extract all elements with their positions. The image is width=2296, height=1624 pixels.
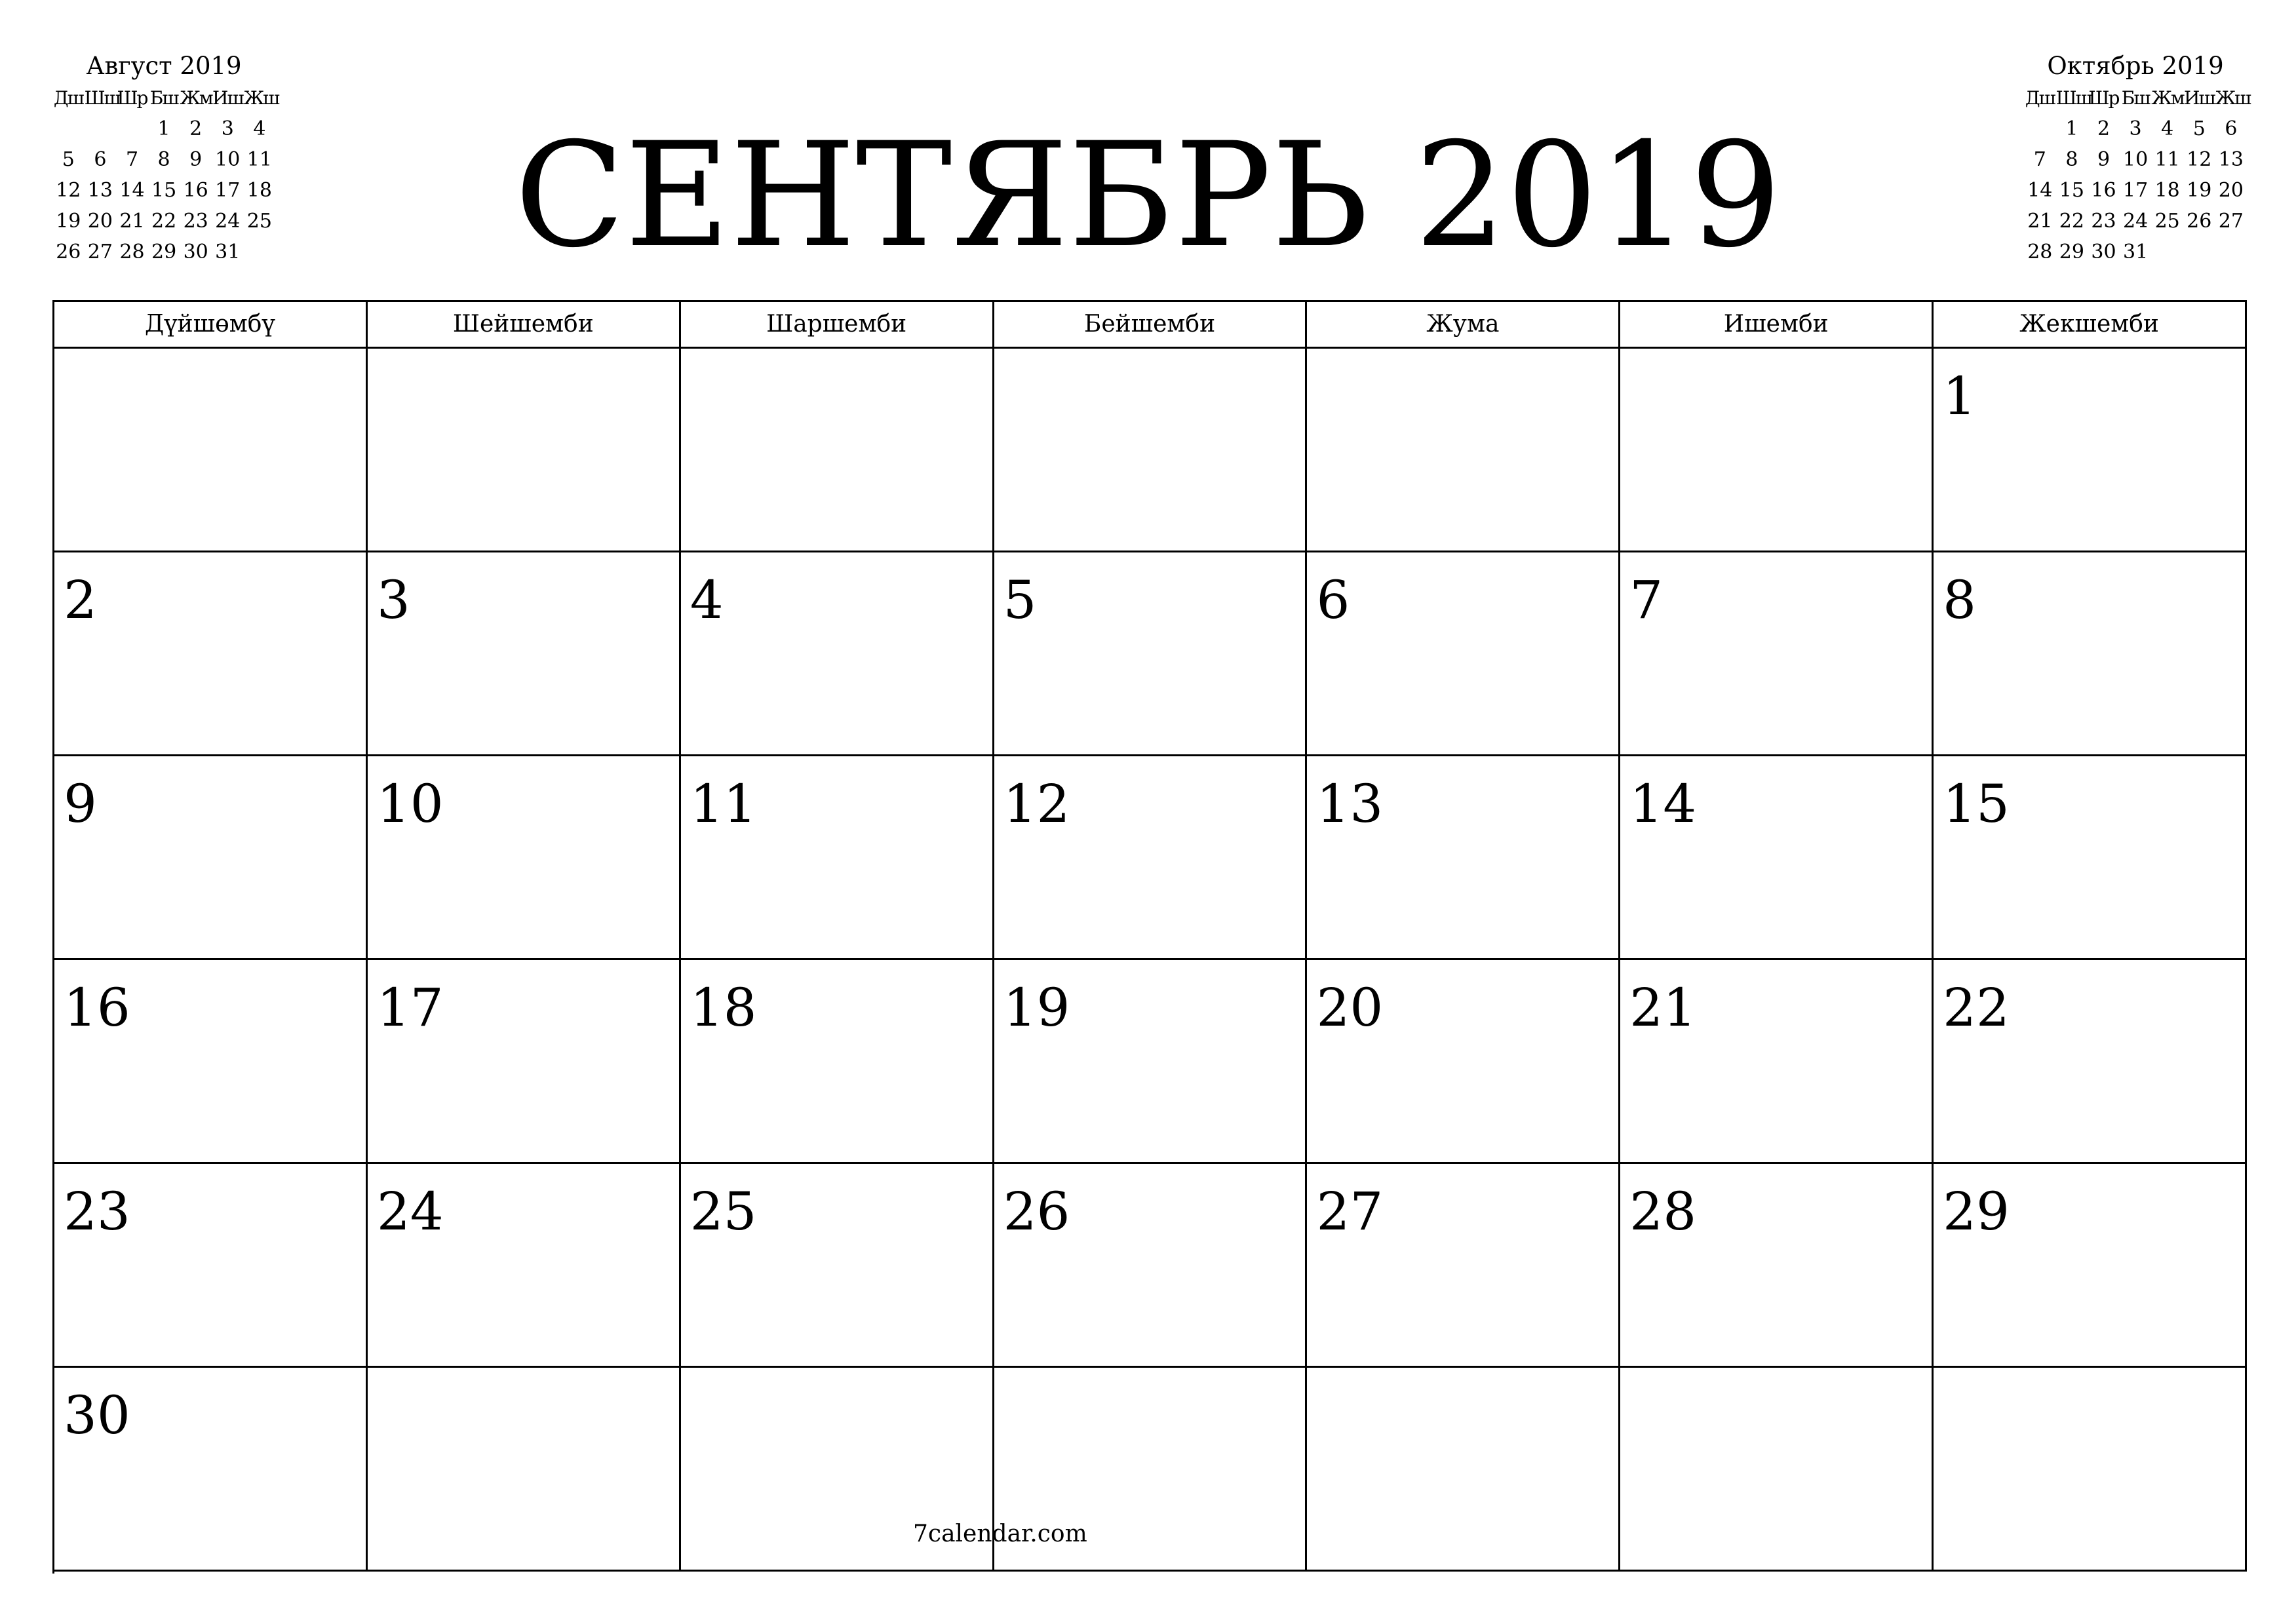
mini-weekday: Бш: [149, 87, 178, 109]
day-cell: [368, 1368, 681, 1572]
day-number: 3: [376, 570, 410, 630]
day-number: 11: [690, 773, 757, 834]
mini-day: 3: [2129, 117, 2142, 140]
day-number: 8: [1943, 570, 1977, 630]
mini-day: 14: [2027, 179, 2053, 202]
day-cell: [1620, 1368, 1934, 1572]
mini-day: 27: [2218, 210, 2244, 233]
mini-day: 7: [2033, 148, 2046, 171]
weekday-header-row: [54, 302, 2247, 349]
day-number: 12: [1003, 773, 1070, 834]
mini-day: 1: [2065, 117, 2078, 140]
day-cell: [1620, 756, 1934, 960]
mini-day: 4: [2161, 117, 2174, 140]
day-cell: [54, 552, 368, 756]
mini-day: 19: [56, 210, 81, 233]
mini-day: 31: [2122, 241, 2149, 263]
mini-day: 23: [2091, 210, 2116, 233]
day-cell: [368, 349, 681, 552]
day-cell: [681, 349, 994, 552]
mini-day: 4: [253, 117, 266, 140]
day-cell: [994, 756, 1308, 960]
day-number: 6: [1316, 570, 1350, 630]
mini-day: 25: [2154, 210, 2180, 233]
day-cell: [368, 756, 681, 960]
mini-day: 2: [189, 117, 203, 140]
day-cell: [1307, 1368, 1620, 1572]
weekday-header: Ишемби: [1620, 302, 1934, 349]
mini-weekday: Дш: [2025, 87, 2055, 109]
mini-day: 28: [119, 241, 145, 263]
day-cell: [1934, 349, 2247, 552]
mini-weekday: Шш: [84, 87, 120, 109]
mini-day: 29: [151, 241, 177, 263]
day-cell: [1934, 756, 2247, 960]
mini-day: 17: [2122, 179, 2149, 202]
day-cell: [994, 1164, 1308, 1368]
week-row: [54, 1164, 2247, 1368]
mini-day: 9: [2097, 148, 2111, 171]
day-number: 17: [376, 977, 444, 1038]
mini-day: 20: [87, 210, 113, 233]
mini-day: 6: [2225, 117, 2238, 140]
day-cell: [368, 960, 681, 1164]
day-cell: [1307, 960, 1620, 1164]
mini-day: 9: [189, 148, 203, 171]
mini-weekday: Жм: [2151, 87, 2184, 109]
day-number: 15: [1943, 773, 2010, 834]
day-number: 28: [1629, 1181, 1697, 1242]
week-row: [54, 1368, 2247, 1572]
day-number: 9: [64, 773, 97, 834]
weekday-header: Шаршемби: [681, 302, 994, 349]
mini-day: 20: [2218, 179, 2244, 202]
day-number: 16: [64, 977, 130, 1038]
mini-day: 25: [246, 210, 272, 233]
mini-day: 3: [221, 117, 234, 140]
day-number: 21: [1629, 977, 1697, 1038]
mini-day: 16: [2091, 179, 2116, 202]
mini-day: 11: [2154, 148, 2180, 171]
mini-day: 17: [215, 179, 241, 202]
day-cell: [1620, 1164, 1934, 1368]
mini-day: 16: [183, 179, 208, 202]
week-row: [54, 756, 2247, 960]
day-cell: [994, 552, 1308, 756]
mini-day: 13: [2218, 148, 2244, 171]
mini-day: 6: [94, 148, 107, 171]
mini-day: 29: [2059, 241, 2084, 263]
mini-day: 27: [87, 241, 113, 263]
mini-day: 18: [2154, 179, 2180, 202]
day-number: 4: [690, 570, 724, 630]
weekday-header: Жекшемби: [1934, 302, 2247, 349]
day-cell: [54, 349, 368, 552]
day-cell: [54, 960, 368, 1164]
mini-day: 21: [2027, 210, 2053, 233]
mini-weekday: Жш: [2215, 87, 2251, 109]
mini-day: 22: [151, 210, 177, 233]
day-cell: [54, 1368, 368, 1572]
mini-weekday: Иш: [2184, 87, 2215, 109]
mini-weekday: Шр: [117, 87, 147, 109]
day-cell: [681, 552, 994, 756]
day-number: 13: [1316, 773, 1384, 834]
mini-day: 5: [2192, 117, 2206, 140]
day-cell: [681, 1164, 994, 1368]
day-cell: [994, 960, 1308, 1164]
mini-calendar-prev-title: Август 2019: [86, 52, 242, 80]
mini-day: 10: [2122, 148, 2149, 171]
mini-day: 30: [183, 241, 208, 263]
mini-day: 24: [2122, 210, 2149, 233]
day-number: 24: [376, 1181, 444, 1242]
mini-weekday: Шш: [2055, 87, 2092, 109]
day-cell: [54, 756, 368, 960]
week-row: [54, 349, 2247, 552]
mini-day: 22: [2059, 210, 2084, 233]
day-cell: [1307, 756, 1620, 960]
day-number: 27: [1316, 1181, 1384, 1242]
mini-day: 23: [183, 210, 208, 233]
mini-day: 18: [246, 179, 272, 202]
week-row: [54, 960, 2247, 1164]
day-number: 18: [690, 977, 757, 1038]
weekday-header: Жума: [1307, 302, 1620, 349]
mini-day: 12: [2187, 148, 2212, 171]
mini-weekday: Бш: [2121, 87, 2150, 109]
mini-weekday: Дш: [53, 87, 83, 109]
day-number: 19: [1003, 977, 1070, 1038]
mini-day: 15: [151, 179, 177, 202]
day-cell: [1620, 960, 1934, 1164]
mini-day: 5: [62, 148, 75, 171]
mini-day: 11: [246, 148, 272, 171]
day-number: 20: [1316, 977, 1384, 1038]
mini-day: 7: [125, 148, 139, 171]
day-cell: [681, 756, 994, 960]
mini-day: 1: [157, 117, 170, 140]
mini-day: 24: [215, 210, 241, 233]
mini-day: 8: [157, 148, 170, 171]
day-cell: [1620, 552, 1934, 756]
mini-day: 26: [2187, 210, 2212, 233]
day-cell: [54, 1164, 368, 1368]
mini-calendar-next-title: Октябрь 2019: [2047, 52, 2224, 80]
mini-day: 14: [119, 179, 145, 202]
day-number: 26: [1003, 1181, 1070, 1242]
day-cell: [1934, 1368, 2247, 1572]
month-grid: [52, 300, 2247, 1574]
day-number: 23: [64, 1181, 130, 1242]
mini-day: 8: [2065, 148, 2078, 171]
day-cell: [994, 349, 1308, 552]
mini-day: 13: [87, 179, 113, 202]
mini-day: 15: [2059, 179, 2084, 202]
mini-day: 26: [56, 241, 81, 263]
mini-weekday: Шр: [2088, 87, 2119, 109]
mini-weekday: Иш: [212, 87, 243, 109]
weekday-header: Бейшемби: [994, 302, 1308, 349]
day-cell: [368, 1164, 681, 1368]
day-cell: [368, 552, 681, 756]
day-number: 30: [64, 1385, 130, 1446]
day-cell: [1307, 349, 1620, 552]
page-title: СЕНТЯБРЬ 2019: [515, 111, 1781, 279]
day-cell: [1307, 552, 1620, 756]
day-cell: [1934, 552, 2247, 756]
day-number: 7: [1629, 570, 1664, 630]
week-row: [54, 552, 2247, 756]
day-cell: [1934, 1164, 2247, 1368]
day-number: 1: [1943, 366, 1977, 427]
day-cell: [1620, 349, 1934, 552]
mini-weekday: Жш: [243, 87, 279, 109]
mini-day: 19: [2187, 179, 2212, 202]
mini-day: 21: [119, 210, 145, 233]
day-number: 5: [1003, 570, 1037, 630]
mini-day: 31: [215, 241, 241, 263]
mini-day: 2: [2097, 117, 2111, 140]
week-rows: [54, 349, 2247, 1572]
mini-weekday: Жм: [180, 87, 212, 109]
mini-day: 28: [2027, 241, 2053, 263]
day-number: 14: [1629, 773, 1697, 834]
day-cell: [1934, 960, 2247, 1164]
day-cell: [1307, 1164, 1620, 1368]
mini-day: 10: [215, 148, 241, 171]
mini-day: 30: [2091, 241, 2116, 263]
day-number: 10: [376, 773, 444, 834]
mini-day: 12: [56, 179, 81, 202]
site-watermark: 7calendar.com: [913, 1520, 1087, 1547]
day-number: 25: [690, 1181, 757, 1242]
day-number: 22: [1943, 977, 2010, 1038]
day-number: 2: [64, 570, 97, 630]
weekday-header: Шейшемби: [368, 302, 681, 349]
weekday-header: Дүйшөмбү: [54, 302, 368, 349]
day-number: 29: [1943, 1181, 2010, 1242]
day-cell: [681, 960, 994, 1164]
